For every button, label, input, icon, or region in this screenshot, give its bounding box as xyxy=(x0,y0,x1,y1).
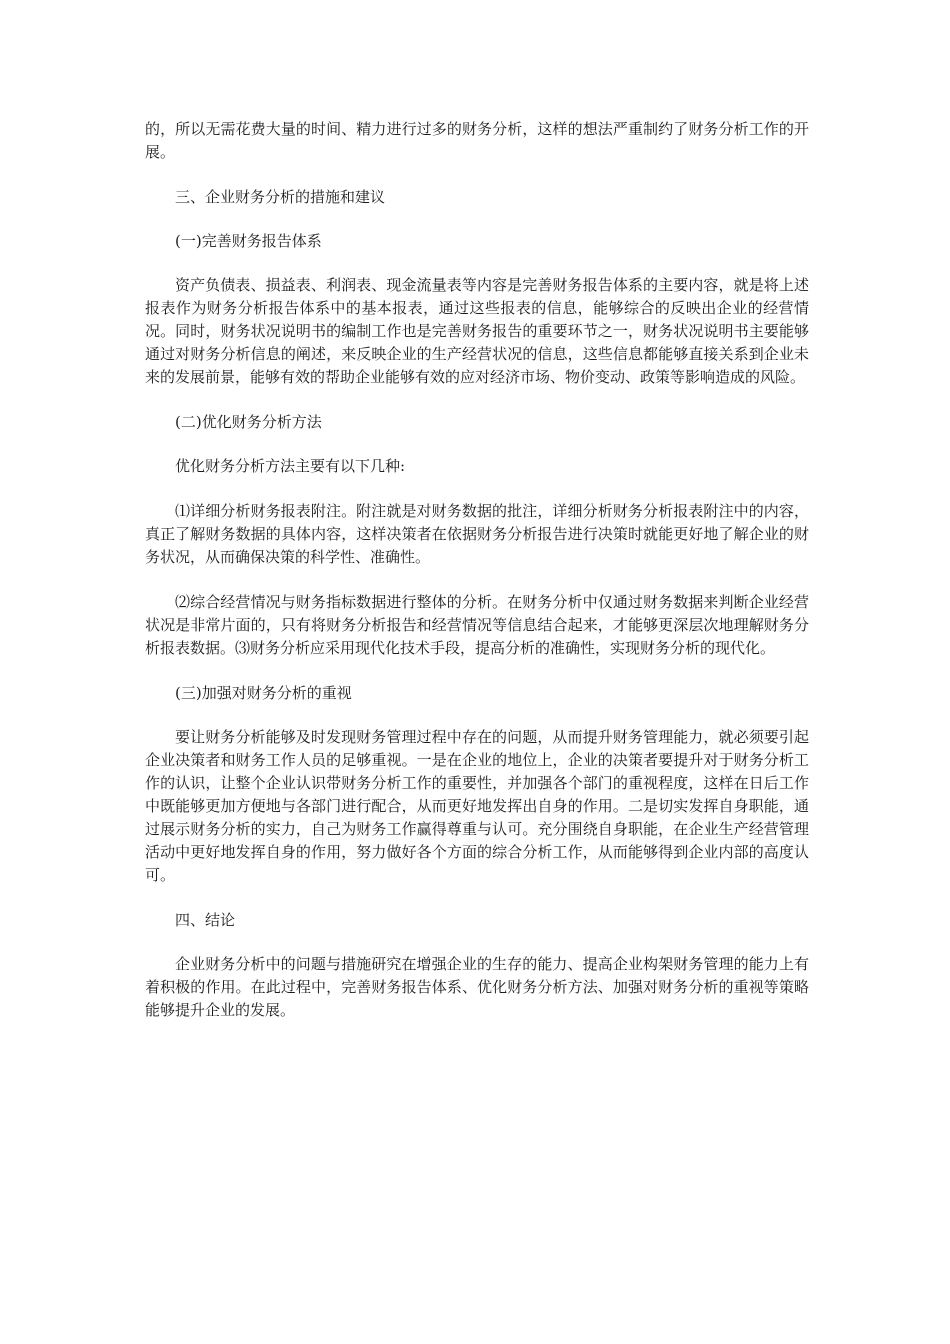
paragraph-methods-intro: 优化财务分析方法主要有以下几种: xyxy=(175,457,406,475)
paragraph-emphasis: 要让财务分析能够及时发现财务管理过程中存在的问题，从而提升财务管理能力，就必须要引起企业决策者和财务工作人员的足够重视。一是在企业的地位上，企业的决策者要提升对于财务分析工作的认识，让整个企业认识带财务分析工作的重要性，并加强各个部门的重视程度，这样在日后工作中既能够更加方便地与各部门进行配合，从而更好地发挥出自身的作用。二是切实发挥自身职能，通过展示财务分析的实力，自己为财务工作赢得尊重与认可。充分围绕自身职能，在企业生产经营管理活动中更好地发挥自身的作用，努力做好各个方面的综合分析工作，从而能够得到企业内部的高度认可。 xyxy=(145,728,809,884)
paragraph-method-1: ⑴详细分析财务报表附注。附注就是对财务数据的批注，详细分析财务分析报表附注中的内容，真正了解财务数据的具体内容，这样决策者在依据财务分析报告进行决策时就能更好地了解企业的财务状况，从而确保决策的科学性、准确性。 xyxy=(145,502,809,566)
section-heading-conclusion: 四、结论 xyxy=(175,911,236,929)
paragraph-method-2-3: ⑵综合经营情况与财务指标数据进行整体的分析。在财务分析中仅通过财务数据来判断企业经营状况是非常片面的，只有将财务分析报告和经营情况等信息结合起来，才能够更深层次地理解财务分析报表数据。⑶财务分析应采用现代化技术手段，提高分析的准确性，实现财务分析的现代化。 xyxy=(145,593,809,657)
paragraph-reporting-system: 资产负债表、损益表、利润表、现金流量表等内容是完善财务报告体系的主要内容，就是将上述报表作为财务分析报告体系中的基本报表，通过这些报表的信息，能够综合的反映出企业的经营情况。同时，财务状况说明书的编制工作也是完善财务报告的重要环节之一，财务状况说明书主要能够通过对财务分析信息的阐述，来反映企业的生产经营状况的信息，这些信息都能够直接关系到企业未来的发展前景，能够有效的帮助企业能够有效的应对经济市场、物价变动、政策等影响造成的风险。 xyxy=(145,276,809,386)
subsection-heading-analysis-methods: (二)优化财务分析方法 xyxy=(175,413,322,431)
subsection-heading-emphasis: (三)加强对财务分析的重视 xyxy=(175,684,352,702)
section-heading-measures: 三、企业财务分析的措施和建议 xyxy=(175,188,386,206)
document-page xyxy=(145,118,809,1044)
paragraph-continuation: 的，所以无需花费大量的时间、精力进行过多的财务分析，这样的想法严重制约了财务分析工作的开展。 xyxy=(145,120,809,161)
paragraph-conclusion: 企业财务分析中的问题与措施研究在增强企业的生存的能力、提高企业构架财务管理的能力上有着积极的作用。在此过程中，完善财务报告体系、优化财务分析方法、加强对财务分析的重视等策略能够提升企业的发展。 xyxy=(145,955,809,1019)
subsection-heading-reporting-system: (一)完善财务报告体系 xyxy=(175,232,322,250)
